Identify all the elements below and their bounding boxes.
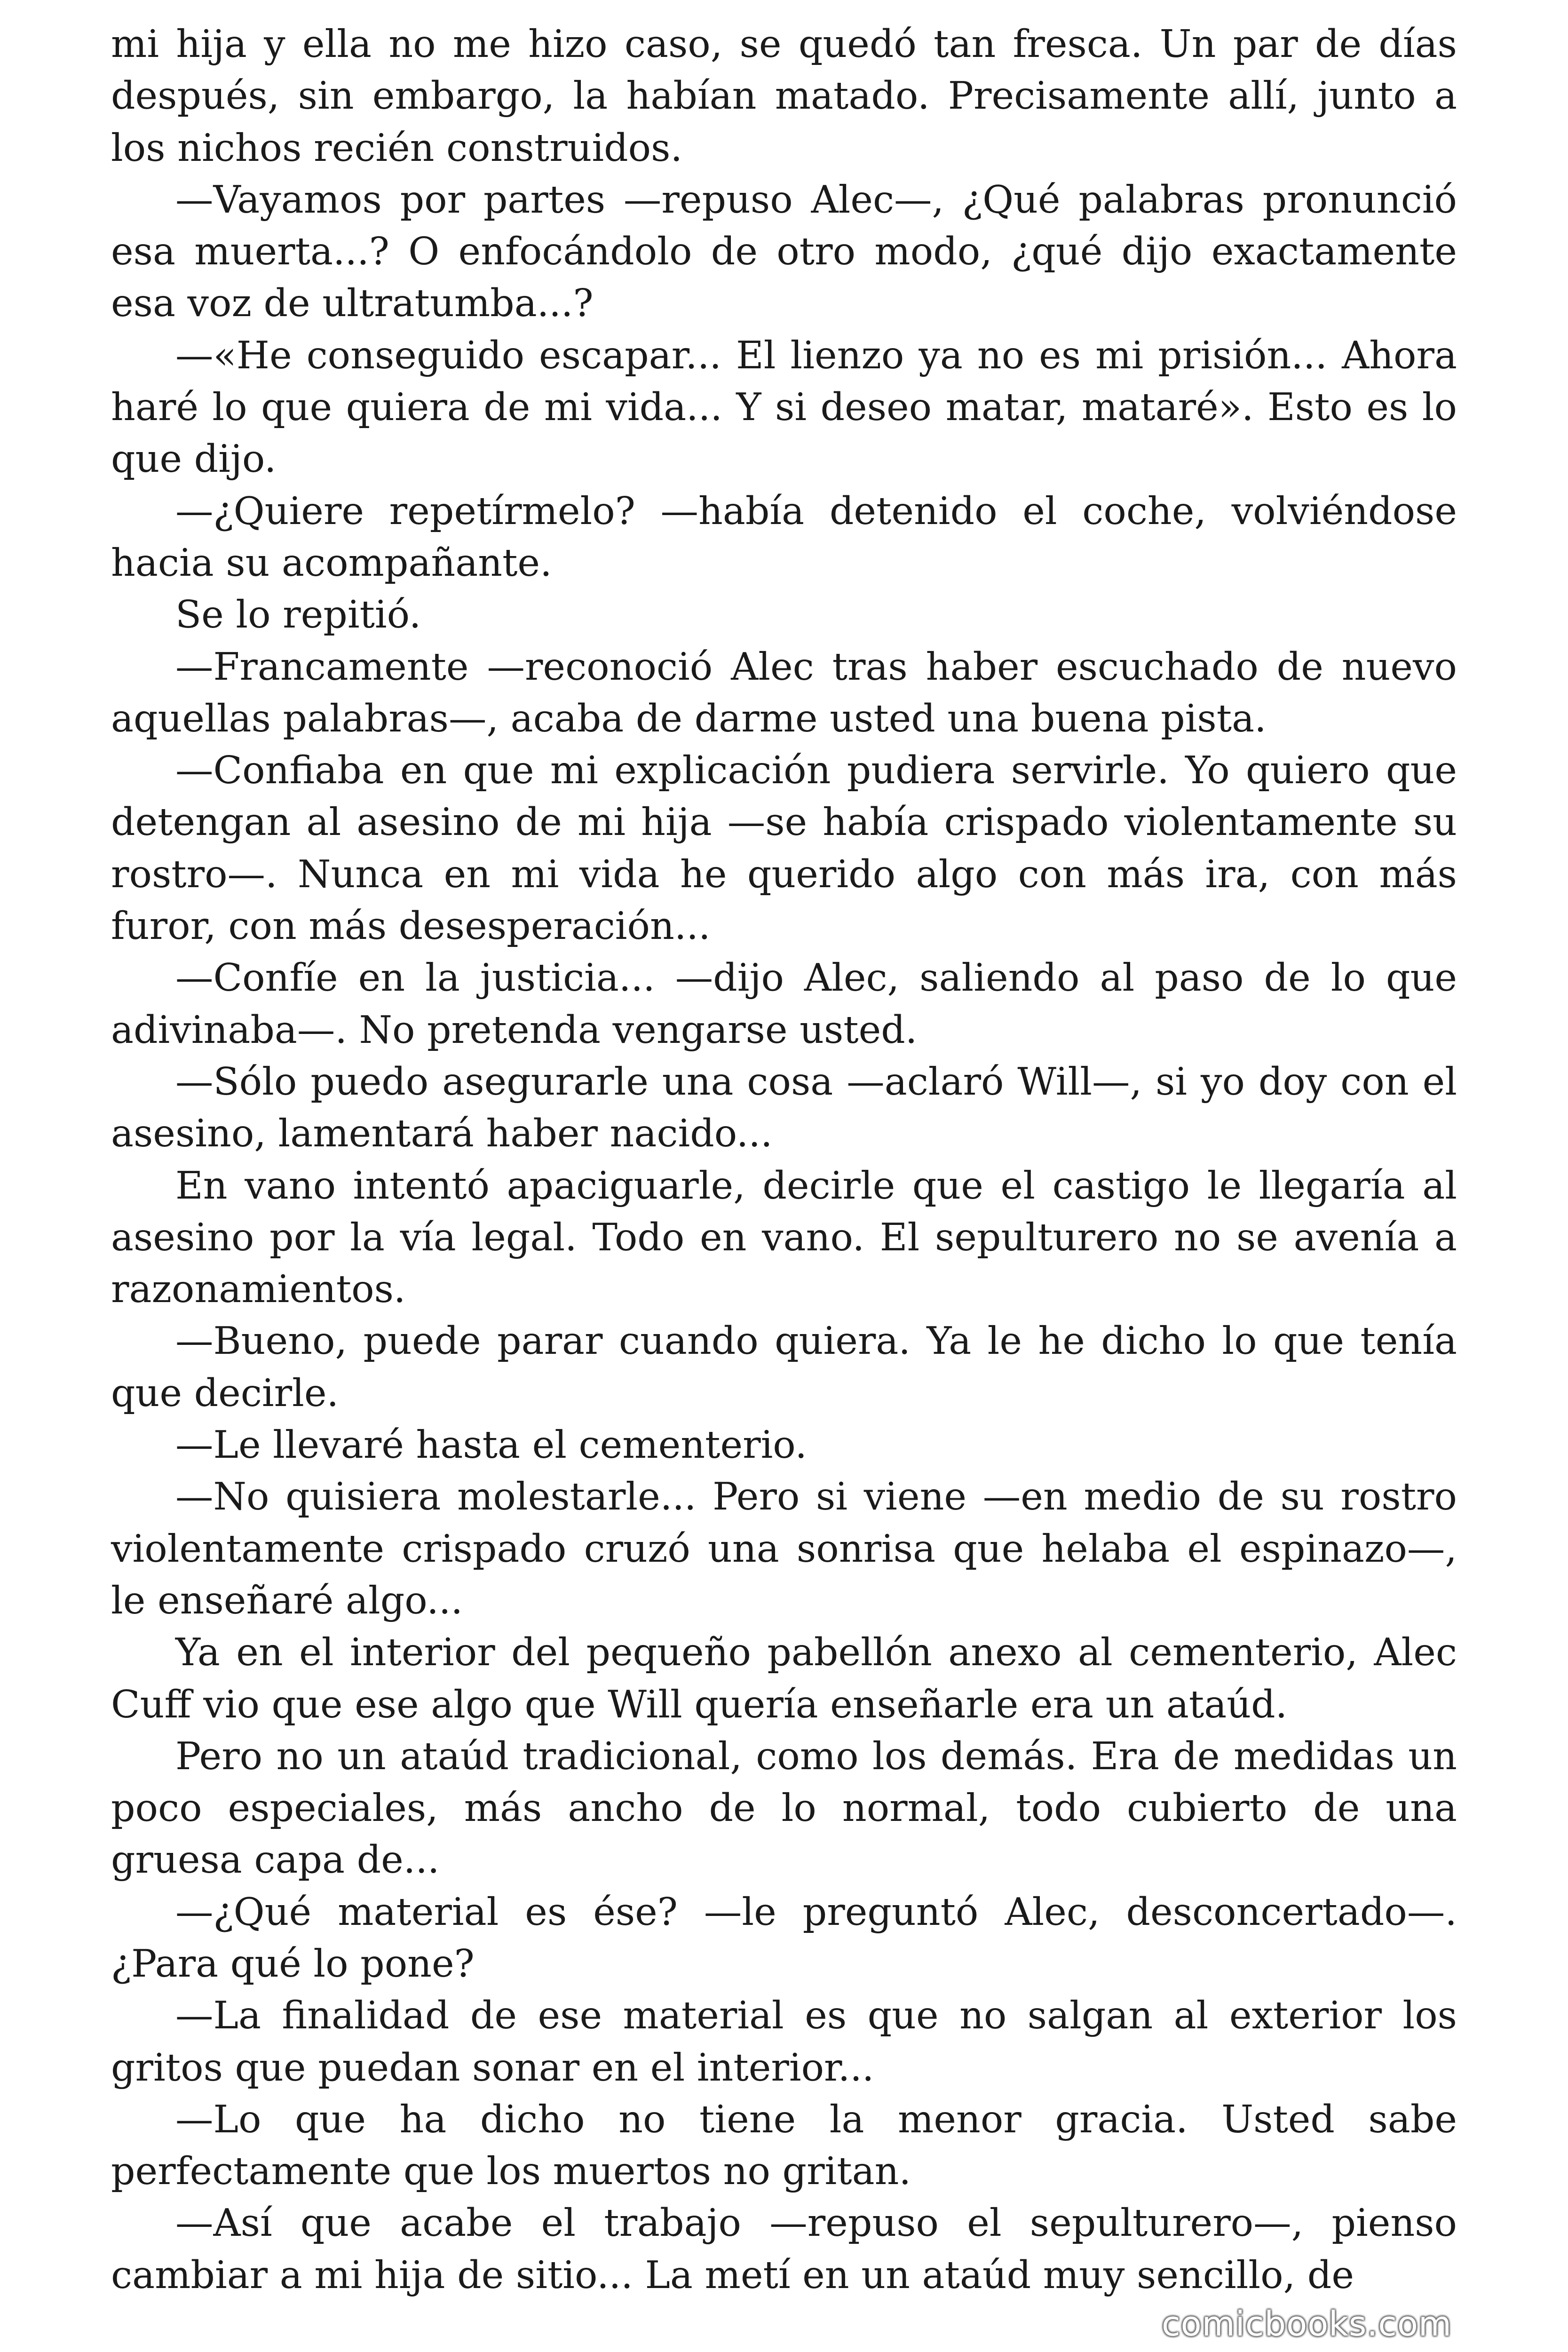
book-page — [111, 18, 1457, 2301]
paragraph: Se lo repitió. — [175, 592, 421, 637]
watermark: comicbooks.com — [1162, 2304, 1452, 2344]
paragraph: —Así que acabe el trabajo —repuso el sepulturero—, pienso cambiar a mi hija de sitio... La metí en un ataúd muy sencillo, de — [111, 2201, 1457, 2297]
paragraph: —Le llevaré hasta el cementerio. — [175, 1422, 807, 1467]
paragraph: —No quisiera molestarle... Pero si viene —en medio de su rostro violentamente crispado cruzó una sonrisa que helaba el espinazo—, le enseñaré algo... — [111, 1474, 1457, 1622]
paragraph: —Confiaba en que mi explicación pudiera servirle. Yo quiero que detengan al asesino de mi hija —se había crispado violentamente su rostro—. Nunca en mi vida he querido algo con más ira, con más furor, con más desesperación... — [111, 748, 1457, 948]
paragraph: Pero no un ataúd tradicional, como los demás. Era de medidas un poco especiales, más ancho de lo normal, todo cubierto de una gruesa capa de... — [111, 1733, 1457, 1882]
paragraph: —Bueno, puede parar cuando quiera. Ya le he dicho lo que tenía que decirle. — [111, 1319, 1457, 1415]
paragraph: En vano intentó apaciguarle, decirle que el castigo le llegaría al asesino por la vía legal. Todo en vano. El sepulturero no se avenía a razonamientos. — [111, 1163, 1457, 1311]
paragraph: —Lo que ha dicho no tiene la menor gracia. Usted sabe perfectamente que los muertos no gritan. — [111, 2097, 1457, 2193]
paragraph: —Vayamos por partes —repuso Alec—, ¿Qué palabras pronunció esa muerta...? O enfocándolo de otro modo, ¿qué dijo exactamente esa voz de ultratumba...? — [111, 177, 1457, 326]
paragraph: —Sólo puedo asegurarle una cosa —aclaró Will—, si yo doy con el asesino, lamentará haber nacido... — [111, 1059, 1457, 1156]
paragraph: —La finalidad de ese material es que no salgan al exterior los gritos que puedan sonar en el interior... — [111, 1993, 1457, 2090]
paragraph: Ya en el interior del pequeño pabellón anexo al cementerio, Alec Cuff vio que ese algo que Will quería enseñarle era un ataúd. — [111, 1630, 1457, 1726]
paragraph: mi hija y ella no me hizo caso, se quedó tan fresca. Un par de días después, sin embargo, la habían matado. Precisamente allí, junto a los nichos recién construidos. — [111, 22, 1457, 170]
paragraph: —Confíe en la justicia... —dijo Alec, saliendo al paso de lo que adivinaba—. No pretenda vengarse usted. — [111, 955, 1457, 1052]
paragraph: —«He conseguido escapar... El lienzo ya no es mi prisión... Ahora haré lo que quiera de mi vida... Y si deseo matar, mataré». Esto es lo que dijo. — [111, 333, 1457, 481]
paragraph: —Francamente —reconoció Alec tras haber escuchado de nuevo aquellas palabras—, acaba de darme usted una buena pista. — [111, 644, 1457, 740]
paragraph: —¿Qué material es ése? —le preguntó Alec, desconcertado—. ¿Para qué lo pone? — [111, 1889, 1457, 1986]
paragraph: —¿Quiere repetírmelo? —había detenido el coche, volviéndose hacia su acompañante. — [111, 488, 1457, 585]
